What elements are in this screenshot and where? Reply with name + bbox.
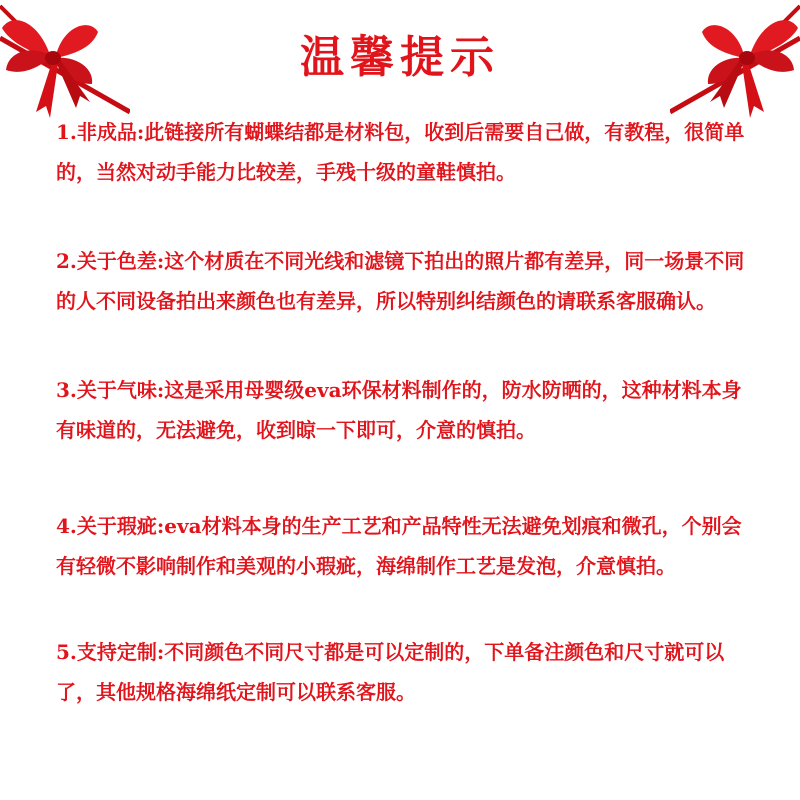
notice-item-color-difference: 2.关于色差:这个材质在不同光线和滤镜下拍出的照片都有差异，同一场景不同的人不同设备拍出来颜色也有差异，所以特别纠结颜色的请联系客服确认。 [56,249,745,313]
notice-list [56,112,756,761]
page-title: 温馨提示 [300,32,500,83]
notice-item-flaws: 4.关于瑕疵:eva材料本身的生产工艺和产品特性无法避免划痕和微孔，个别会有轻微不影响制作和美观的小瑕疵，海绵制作工艺是发泡，介意慎拍。 [56,514,742,578]
notice-item-non-finished: 1.非成品:此链接所有蝴蝶结都是材料包，收到后需要自己做，有教程，很简单的，当然对动手能力比较差，手残十级的童鞋慎拍。 [56,120,745,184]
notice-item-customization: 5.支持定制:不同颜色不同尺寸都是可以定制的，下单备注颜色和尺寸就可以了，其他规格海绵纸定制可以联系客服。 [56,640,725,704]
notice-item-odor: 3.关于气味:这是采用母婴级eva环保材料制作的，防水防晒的，这种材料本身有味道的，无法避免，收到晾一下即可，介意的慎拍。 [56,378,742,442]
